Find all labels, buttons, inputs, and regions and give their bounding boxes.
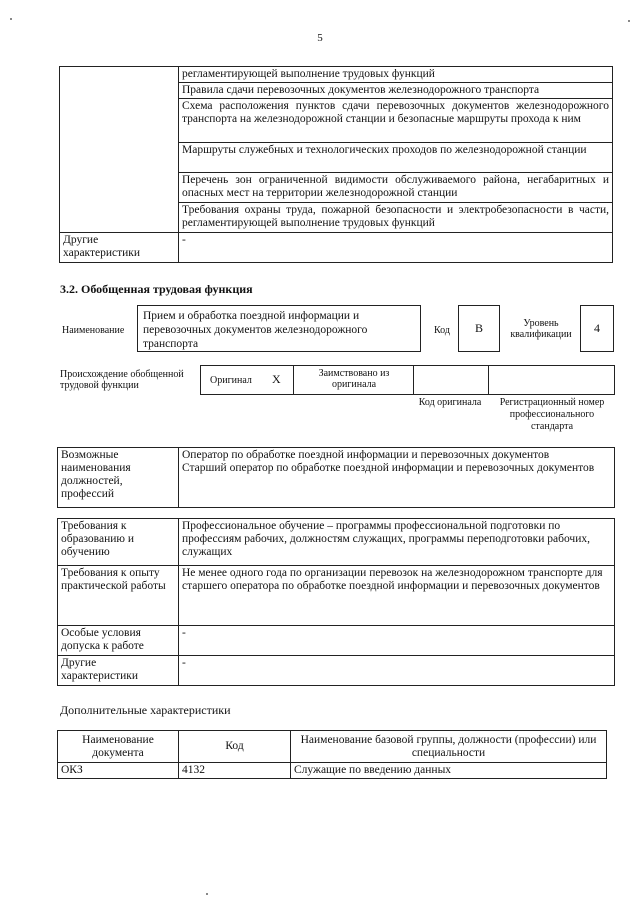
positions-value (179, 448, 615, 508)
extra-cell: ОКЗ (58, 763, 179, 779)
reg-number-caption: Регистрационный номер профессионального стандарта (499, 397, 605, 432)
positions-table (57, 447, 615, 508)
code-original-caption: Код оригинала (418, 397, 482, 408)
requirement-label: Другие характеристики (58, 656, 179, 686)
code-label: Код (434, 325, 450, 336)
extra-header: Наименование документа (58, 731, 179, 763)
top-table-row: Маршруты служебных и технологических проходов по железнодорожной станции (179, 143, 613, 173)
extra-header: Код (179, 731, 291, 763)
top-table-empty-cell (60, 67, 179, 233)
level-box (580, 305, 614, 352)
origin-separator (413, 365, 414, 395)
level-label: Уровень квалификации (510, 318, 572, 340)
scan-speck (10, 18, 12, 20)
requirement-value: Профессиональное обучение – программы профессиональной подготовки по профессиям рабочих, должностям служащих, программы переподготовки рабочих, служащих (179, 519, 615, 566)
original-mark: X (272, 372, 281, 386)
origin-box (200, 365, 615, 395)
name-label: Наименование (62, 325, 125, 336)
function-name-value: Прием и обработка поездной информации и перевозочных документов железнодорожного транспорта (143, 310, 368, 350)
function-name-box (137, 305, 421, 352)
extra-table (57, 730, 607, 779)
position-line: Оператор по обработке поездной информации и перевозочных документов (182, 449, 550, 461)
borrowed-label: Заимствовано из оригинала (318, 368, 390, 390)
extra-header: Наименование базовой группы, должности (профессии) или специальности (291, 731, 607, 763)
origin-separator (488, 365, 489, 395)
other-characteristics-label: Другие характеристики (60, 233, 179, 263)
top-table-row: регламентирующей выполнение трудовых функций (179, 67, 613, 83)
origin-separator (293, 365, 294, 395)
requirement-label: Требования к образованию и обучению (58, 519, 179, 566)
positions-label: Возможные наименования должностей, профессий (58, 448, 179, 508)
other-characteristics-value: - (179, 233, 613, 263)
section-title: 3.2. Обобщенная трудовая функция (60, 282, 253, 296)
requirements-table (57, 518, 615, 686)
extra-cell: 4132 (179, 763, 291, 779)
top-table-row: Правила сдачи перевозочных документов железнодорожного транспорта (179, 83, 613, 99)
table-row (58, 763, 607, 779)
requirement-label: Особые условия допуска к работе (58, 626, 179, 656)
requirement-value: Не менее одного года по организации перевозок на железнодорожном транспорте для старшего оператора по обработке поездной информации и перевозочных документов (179, 566, 615, 626)
top-table (59, 66, 613, 263)
top-table-row: Требования охраны труда, пожарной безопасности и электробезопасности в части, регламентирующей выполнение трудовых функций (179, 203, 613, 233)
page-number: 5 (317, 32, 323, 44)
requirement-label: Требования к опыту практической работы (58, 566, 179, 626)
scan-speck (206, 893, 208, 895)
origin-label: Происхождение обобщенной трудовой функции (60, 369, 184, 391)
level-value: 4 (594, 321, 600, 335)
top-table-row: Перечень зон ограниченной видимости обслуживаемого района, негабаритных и опасных мест на территории железнодорожной станции (179, 173, 613, 203)
original-label: Оригинал (210, 375, 252, 386)
extra-title: Дополнительные характеристики (60, 703, 231, 717)
top-table-row: Схема расположения пунктов сдачи перевозочных документов железнодорожного транспорта на железнодорожной станции и безопасные маршруты прохода к ним (179, 99, 613, 143)
extra-cell: Служащие по введению данных (291, 763, 607, 779)
code-box (458, 305, 500, 352)
requirement-value: - (179, 626, 615, 656)
position-line: Старший оператор по обработке поездной информации и перевозочных документов (182, 462, 595, 474)
code-value: B (474, 321, 483, 335)
requirement-value: - (179, 656, 615, 686)
scan-speck (628, 20, 630, 22)
